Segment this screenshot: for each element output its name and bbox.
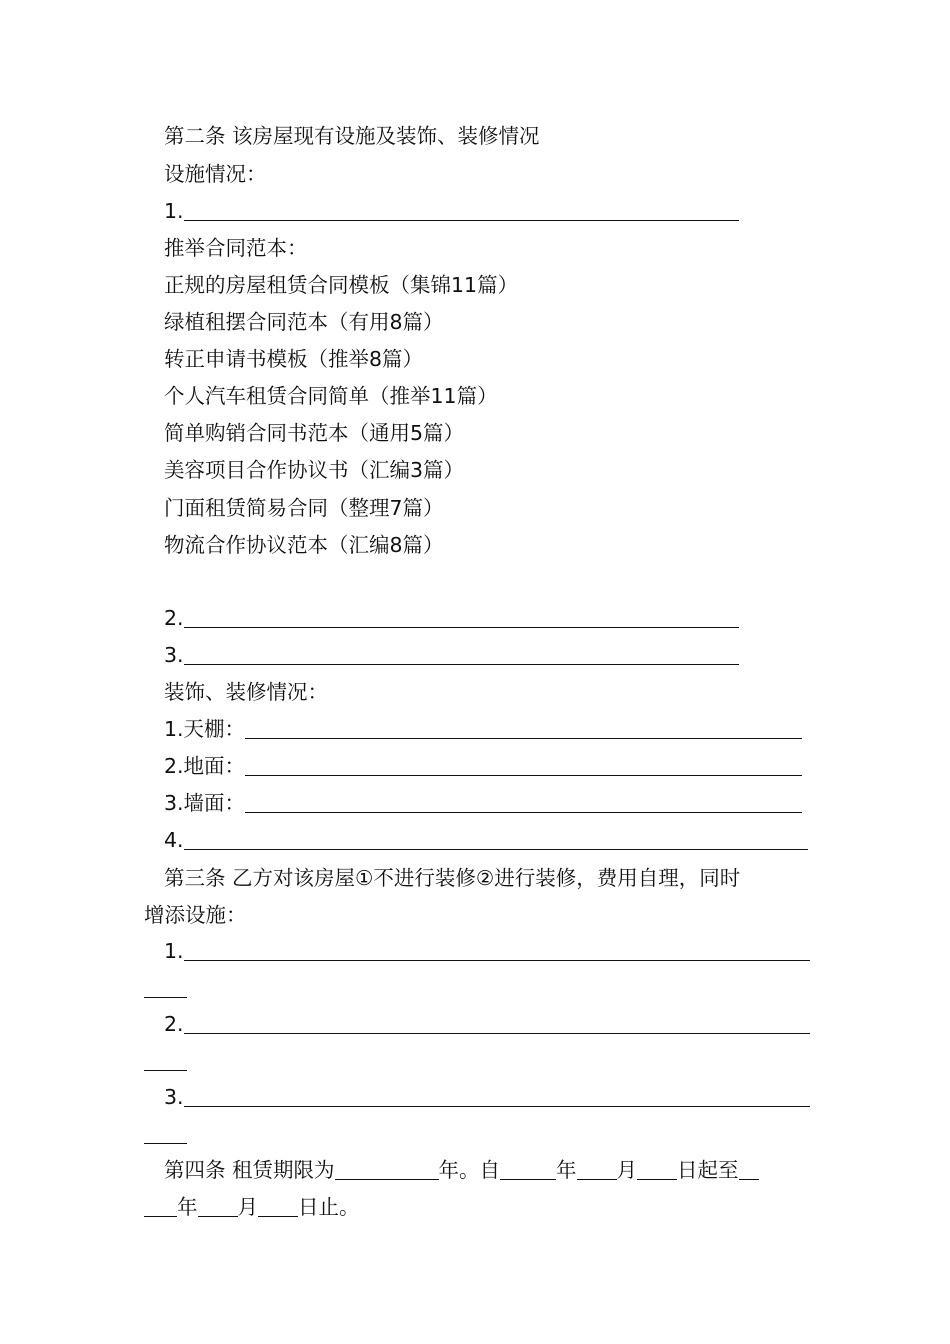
- added-facility-1-blank[interactable]: [184, 939, 810, 961]
- article-3-line-2: 增添设施：: [144, 903, 247, 927]
- added-facility-2-continuation: [144, 1047, 187, 1075]
- added-facility-2-number: 2.: [164, 1012, 184, 1036]
- decoration-wall-blank[interactable]: [245, 791, 802, 813]
- facility-item-1-blank[interactable]: [184, 199, 739, 221]
- added-facility-1: [164, 937, 810, 965]
- recommend-link-8[interactable]: 物流合作协议范本（汇编8篇）: [164, 533, 444, 557]
- article-4-line-1: [164, 1156, 759, 1184]
- lease-years-blank[interactable]: [335, 1158, 439, 1180]
- recommend-link-1[interactable]: 正规的房屋租赁合同模板（集锦11篇）: [164, 273, 519, 297]
- facility-item-2-blank[interactable]: [184, 606, 739, 628]
- end-day-suffix: 日止。: [298, 1195, 360, 1219]
- decoration-label: 装饰、装修情况：: [164, 680, 328, 704]
- added-facility-3-continuation: [144, 1120, 187, 1148]
- facility-item-2: [164, 604, 739, 632]
- added-facility-3-blank-continued[interactable]: [144, 1122, 187, 1144]
- start-year-label: 年: [556, 1158, 577, 1182]
- added-facility-1-continuation: [144, 974, 187, 1002]
- start-month-label: 月: [616, 1158, 638, 1182]
- start-day-suffix: 日起至: [677, 1158, 739, 1182]
- recommend-link-7[interactable]: 门面租赁简易合同（整理7篇）: [164, 496, 444, 520]
- end-year-blank-part2[interactable]: [144, 1195, 177, 1217]
- added-facility-3: [164, 1083, 810, 1111]
- article-2-title: 第二条 该房屋现有设施及装饰、装修情况: [164, 124, 540, 148]
- decoration-wall: [164, 789, 802, 817]
- start-month-blank[interactable]: [577, 1158, 617, 1180]
- added-facility-1-blank-continued[interactable]: [144, 976, 187, 998]
- recommend-link-3[interactable]: 转正申请书模板（推举8篇）: [164, 347, 424, 371]
- recommend-heading: 推举合同范本：: [164, 236, 308, 260]
- article-4-line-2: [144, 1193, 360, 1221]
- recommend-link-5[interactable]: 简单购销合同书范本（通用5篇）: [164, 421, 465, 445]
- start-day-blank[interactable]: [637, 1158, 677, 1180]
- facility-item-2-number: 2.: [164, 606, 184, 630]
- added-facility-2-blank[interactable]: [184, 1012, 810, 1034]
- facility-item-1-number: 1.: [164, 199, 184, 223]
- decoration-ceiling: [164, 715, 802, 743]
- added-facility-3-blank[interactable]: [184, 1085, 810, 1107]
- decoration-floor-label: 2.地面：: [164, 754, 246, 778]
- added-facility-3-number: 3.: [164, 1085, 184, 1109]
- facility-item-3: [164, 641, 739, 669]
- facility-item-3-number: 3.: [164, 643, 184, 667]
- facility-item-3-blank[interactable]: [184, 643, 739, 665]
- decoration-item-4: [164, 826, 808, 854]
- article-3-line-1: 第三条 乙方对该房屋①不进行装修②进行装修，费用自理，同时: [164, 866, 741, 890]
- end-year-label: 年: [177, 1195, 198, 1219]
- recommend-link-6[interactable]: 美容项目合作协议书（汇编3篇）: [164, 458, 465, 482]
- end-year-blank-part1[interactable]: [739, 1158, 759, 1180]
- article-4-prefix: 第四条 租赁期限为: [164, 1158, 335, 1182]
- decoration-ceiling-blank[interactable]: [245, 717, 802, 739]
- facility-item-1: [164, 197, 739, 225]
- facilities-label: 设施情况：: [164, 162, 267, 186]
- decoration-item-4-number: 4.: [164, 828, 184, 852]
- end-month-blank[interactable]: [198, 1195, 238, 1217]
- decoration-ceiling-label: 1.天棚：: [164, 717, 246, 741]
- end-month-label: 月: [237, 1195, 258, 1219]
- added-facility-2-blank-continued[interactable]: [144, 1049, 187, 1071]
- decoration-floor: [164, 752, 802, 780]
- decoration-floor-blank[interactable]: [245, 754, 802, 776]
- added-facility-1-number: 1.: [164, 939, 184, 963]
- added-facility-2: [164, 1010, 810, 1038]
- recommend-link-2[interactable]: 绿植租摆合同范本（有用8篇）: [164, 310, 444, 334]
- recommend-link-4[interactable]: 个人汽车租赁合同简单（推举11篇）: [164, 384, 498, 408]
- decoration-item-4-blank[interactable]: [184, 828, 808, 850]
- end-day-blank[interactable]: [258, 1195, 298, 1217]
- decoration-wall-label: 3.墙面：: [164, 791, 246, 815]
- article-4-year-from: 年。自: [438, 1158, 501, 1182]
- start-year-blank[interactable]: [500, 1158, 556, 1180]
